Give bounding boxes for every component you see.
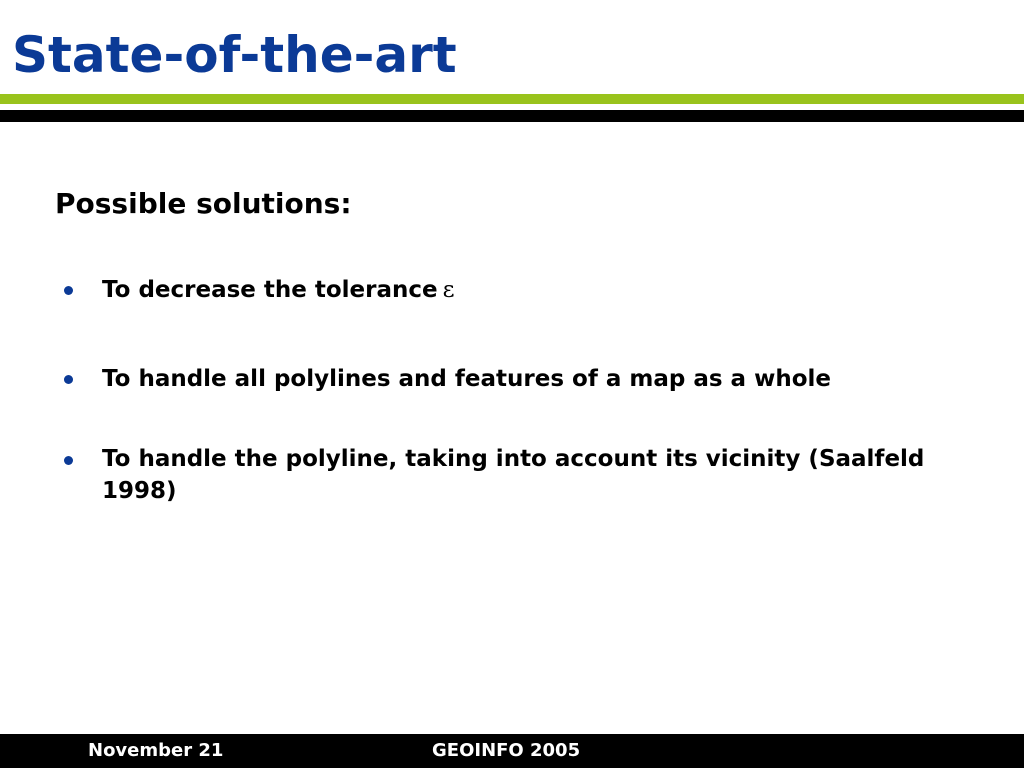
list-item-text: To handle all polylines and features of a map as a whole [102, 366, 831, 392]
section-heading: Possible solutions: [55, 187, 352, 220]
slide-title: State-of-the-art [12, 26, 457, 84]
bullet-icon [64, 375, 73, 384]
list-item-text: To decrease the tolerance ε [102, 277, 455, 303]
title-underline-black [0, 110, 1024, 122]
footer-date: November 21 [88, 740, 224, 761]
title-underline-green [0, 94, 1024, 104]
bullet-icon [64, 456, 73, 465]
list-item-text: To handle the polyline, taking into account its vicinity (Saalfeld 1998) [102, 446, 925, 504]
bullet-icon [64, 286, 73, 295]
footer-bar [0, 734, 1024, 768]
epsilon-symbol: ε [442, 277, 455, 303]
footer-event: GEOINFO 2005 [432, 740, 581, 761]
